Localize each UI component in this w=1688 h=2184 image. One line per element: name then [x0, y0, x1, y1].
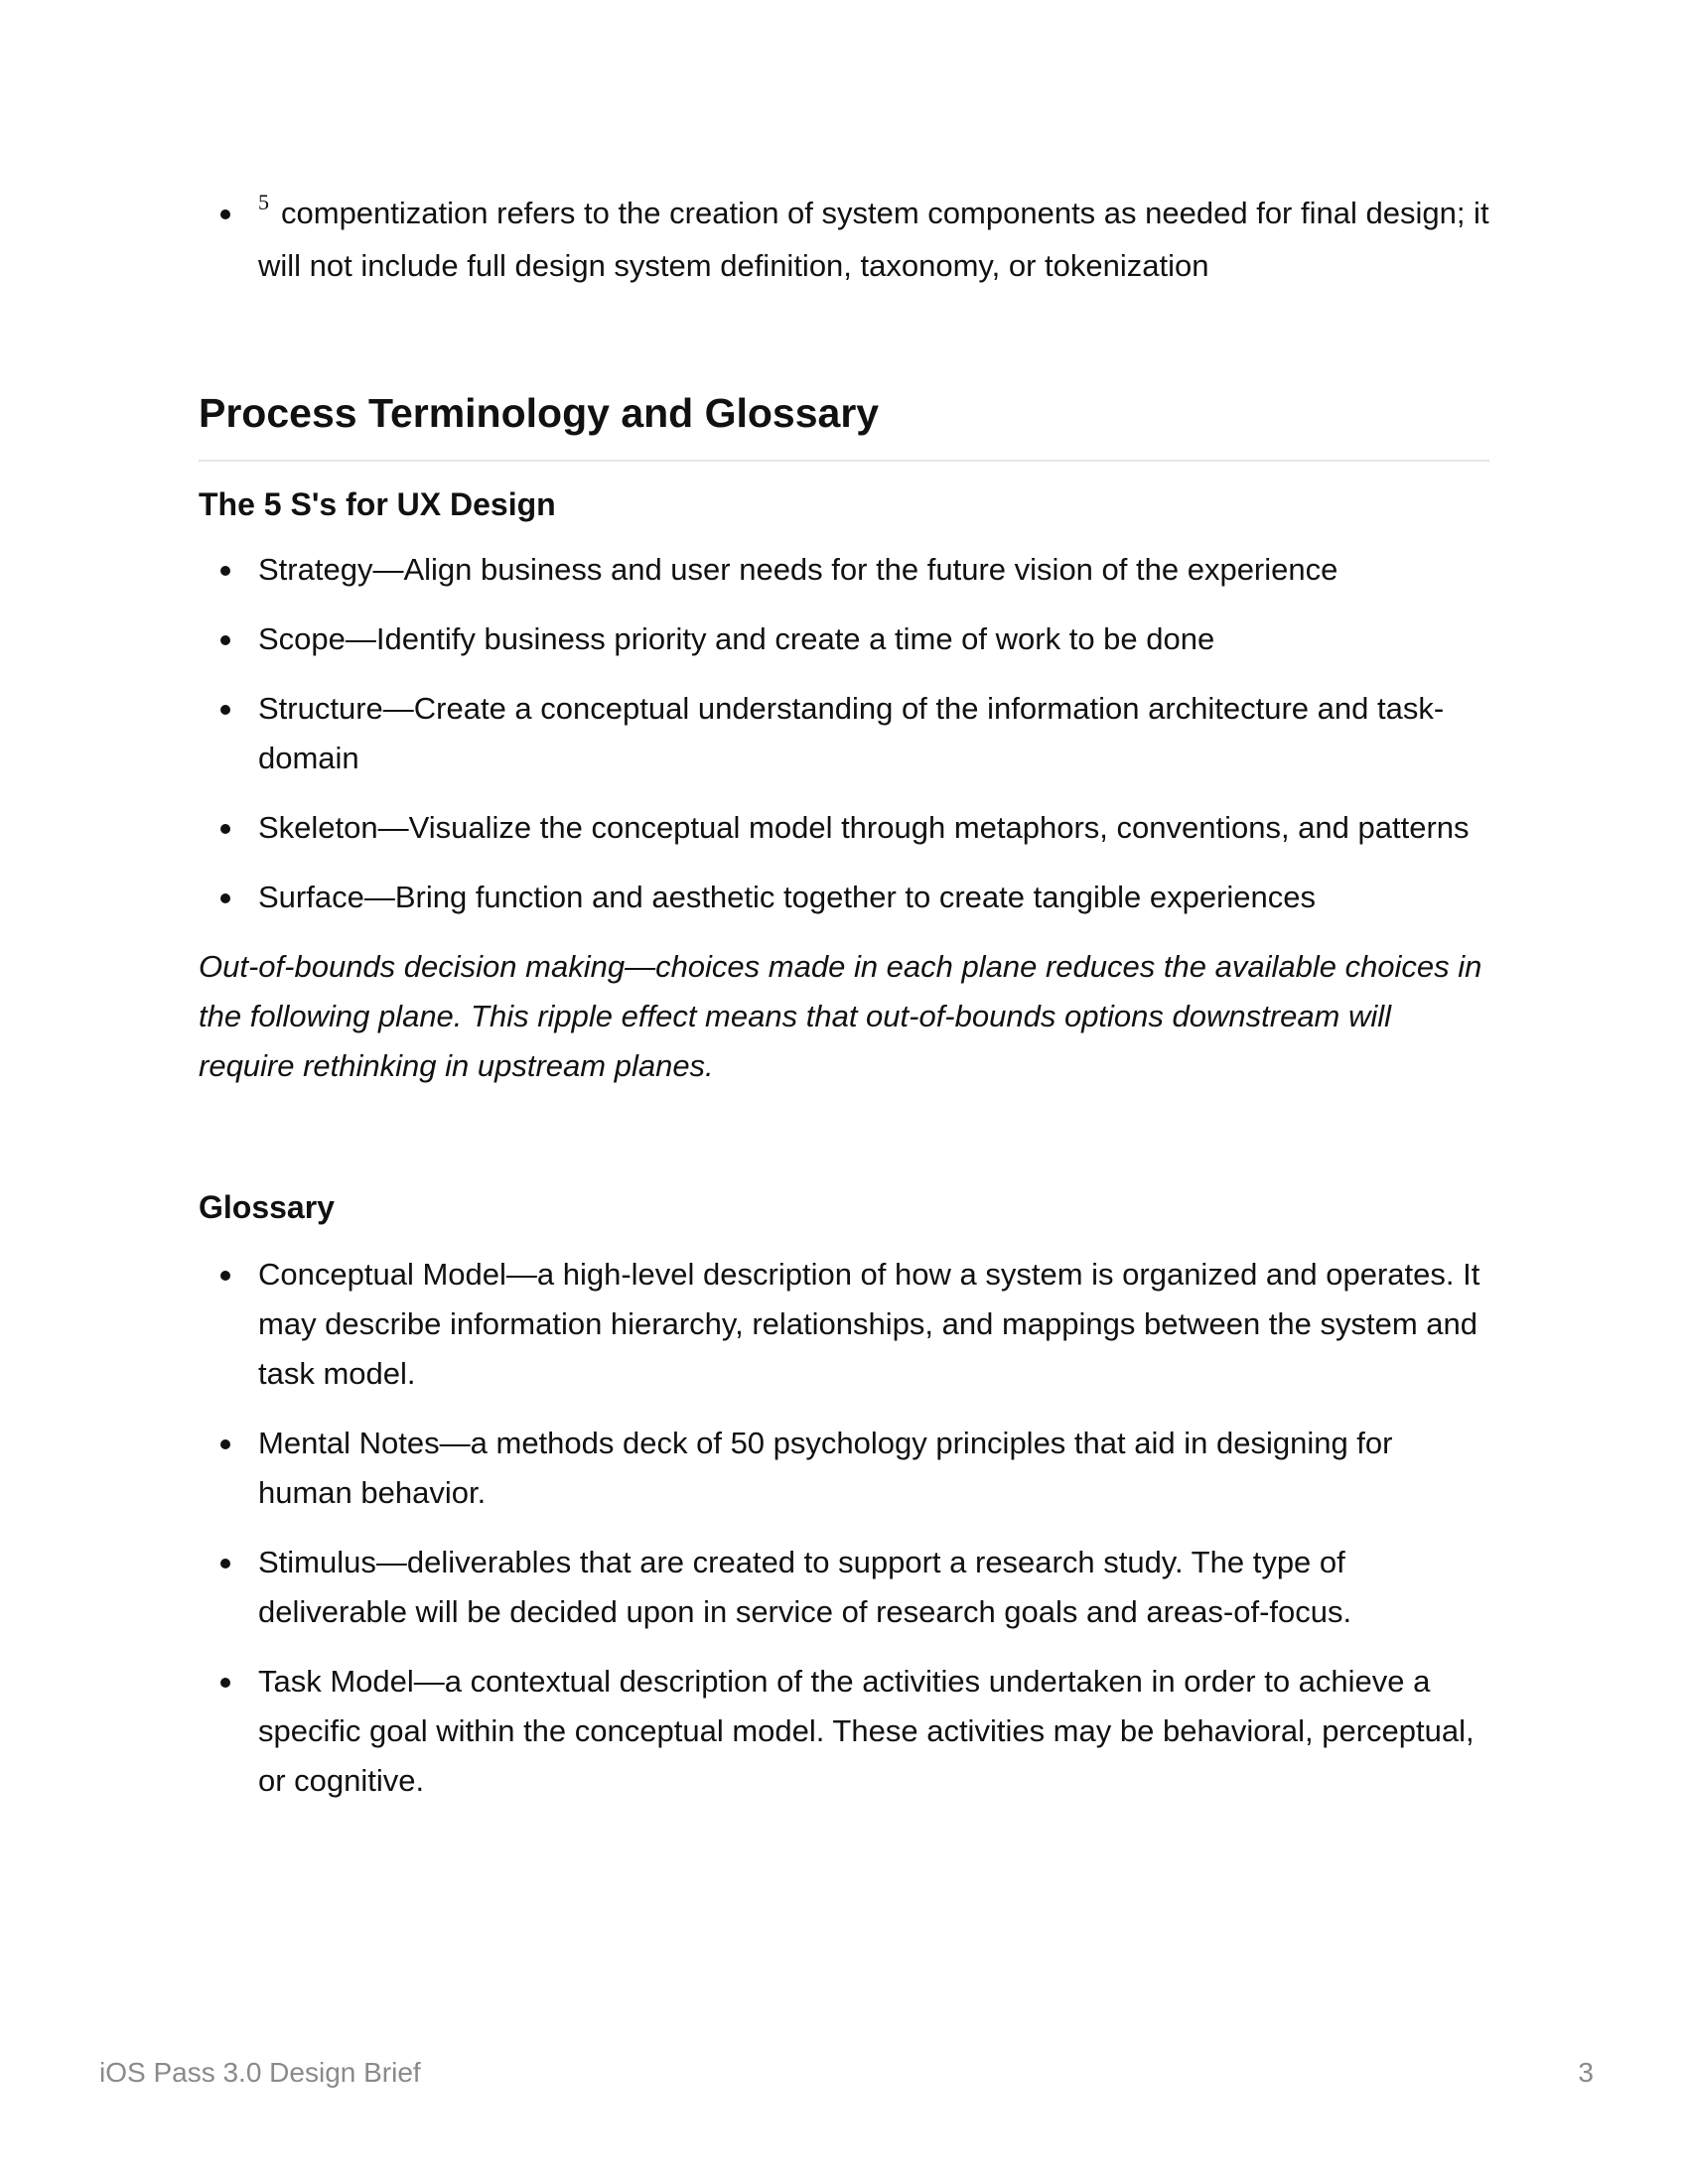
footnote-number: 5 [258, 190, 269, 214]
glossary-heading: Glossary [199, 1189, 335, 1225]
five-s-item-scope: Scope—Identify business priority and create a time of work to be done [199, 614, 1489, 664]
five-s-item-surface: Surface—Bring function and aesthetic together to create tangible experiences [199, 873, 1489, 922]
five-s-list [199, 545, 1489, 922]
out-of-bounds-note: Out-of-bounds decision making—choices made in each plane reduces the available choices in the following plane. This ripple effect means that out-of-bounds options downstream will require rethinking in upstream planes. [199, 949, 1482, 1083]
glossary-list [199, 1250, 1489, 1806]
glossary-item-mental-notes: Mental Notes—a methods deck of 50 psychology principles that aid in designing for human behavior. [199, 1419, 1489, 1518]
footer-doc-title: iOS Pass 3.0 Design Brief [99, 2057, 421, 2088]
five-s-item-structure: Structure—Create a conceptual understanding of the information architecture and task-domain [199, 684, 1489, 783]
glossary-item-stimulus: Stimulus—deliverables that are created to support a research study. The type of deliverable will be decided upon in service of research goals and areas-of-focus. [199, 1538, 1489, 1637]
footnote-list [199, 189, 1489, 291]
glossary-item-conceptual-model: Conceptual Model—a high-level description of how a system is organized and operates. It may describe information hierarchy, relationships, and mappings between the system and task model. [199, 1250, 1489, 1399]
five-s-item-strategy: Strategy—Align business and user needs for the future vision of the experience [199, 545, 1489, 595]
five-s-heading: The 5 S's for UX Design [199, 486, 556, 522]
footer-page-number: 3 [1578, 2057, 1594, 2088]
section-title: Process Terminology and Glossary [199, 388, 1489, 462]
footnote-item [199, 189, 1489, 291]
page-content [199, 189, 1489, 1826]
five-s-item-skeleton: Skeleton—Visualize the conceptual model through metaphors, conventions, and patterns [199, 803, 1489, 853]
glossary-item-task-model: Task Model—a contextual description of the activities undertaken in order to achieve a specific goal within the conceptual model. These activities may be behavioral, perceptual, or cognitive. [199, 1657, 1489, 1806]
footnote-text: compentization refers to the creation of system components as needed for final design; it will not include full design system definition, taxonomy, or tokenization [258, 196, 1489, 283]
